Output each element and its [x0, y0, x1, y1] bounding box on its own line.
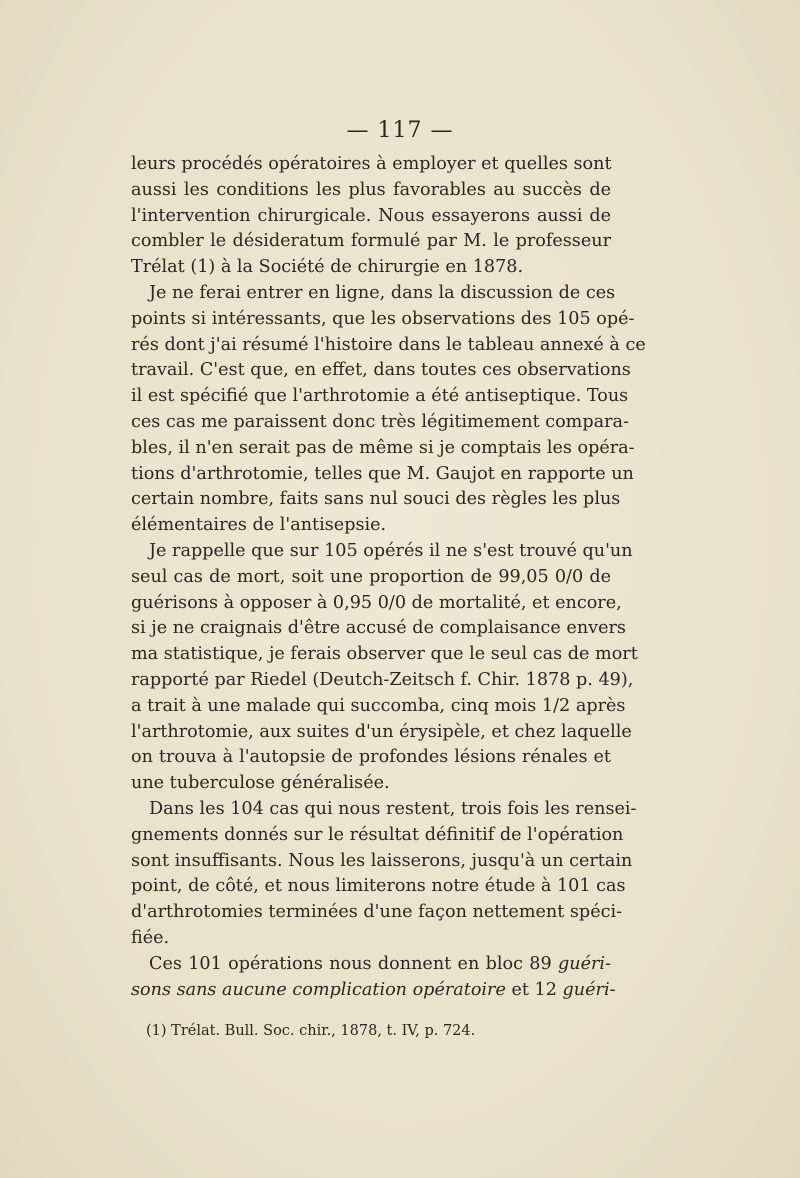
italic-text-span: guéri- — [558, 953, 611, 974]
text-line: leurs procédés opératoires à employer et quelles sont — [131, 154, 612, 174]
text-line — [131, 978, 616, 1004]
text-line: seul cas de mort, soit une proportion de 99,05 0/0 de — [131, 566, 611, 587]
paragraph-end-line: élémentaires de l'antisepsie. — [131, 515, 387, 536]
text-line: d'arthrotomies terminées d'une façon nettement spéci- — [131, 902, 623, 923]
text-line: certain nombre, faits sans nul souci des règles les plus — [131, 489, 621, 510]
text-line: on trouva à l'autopsie de profondes lésions rénales et — [131, 747, 611, 768]
text-line: sont insuffisants. Nous les laisserons, jusqu'à un certain — [131, 850, 633, 871]
text-line: rés dont j'ai résumé l'histoire dans le tableau annexé à ce — [131, 334, 646, 355]
italic-text-span: guéri- — [562, 979, 616, 1000]
text-line: travail. C'est que, en effet, dans toutes ces observations — [131, 360, 631, 381]
text-line: l'intervention chirurgicale. Nous essayerons aussi de — [131, 205, 611, 226]
text-line: aussi les conditions les plus favorables au succès de — [131, 179, 611, 200]
text-line: points si intéressants, que les observations des 105 opé- — [131, 308, 635, 329]
text-line: combler le désideratum formulé par M. le professeur — [131, 231, 611, 252]
page-number: — 117 — — [346, 118, 454, 143]
text-span: et 12 — [505, 979, 563, 1000]
text-line: l'arthrotomie, aux suites d'un érysipèle, et chez laquelle — [131, 721, 632, 742]
italic-text-span: sons sans aucune complication opératoire — [131, 979, 506, 1000]
text-line: il est spécifié que l'arthrotomie a été antiseptique. Tous — [131, 386, 629, 407]
text-line: rapporté par Riedel (Deutch-Zeitsch f. Chir. 1878 p. 49), — [131, 669, 634, 690]
text-line: guérisons à opposer à 0,95 0/0 de mortalité, et encore, — [131, 592, 622, 613]
text-span: Ces 101 opérations nous donnent en bloc 89 — [149, 953, 558, 974]
paragraph-start-line: Je ne ferai entrer en ligne, dans la discussion de ces — [149, 282, 616, 303]
text-line: si je ne craignais d'être accusé de complaisance envers — [131, 618, 626, 639]
paragraph-end-line: Trélat (1) à la Société de chirurgie en 1878. — [131, 257, 524, 278]
text-line: point, de côté, et nous limiterons notre étude à 101 cas — [131, 876, 626, 897]
paragraph-start-line: Je rappelle que sur 105 opérés il ne s'est trouvé qu'un — [149, 540, 633, 561]
paragraph-start-line — [131, 952, 611, 978]
text-line: bles, il n'en serait pas de même si je comptais les opéra- — [131, 437, 635, 458]
text-line: ces cas me paraissent donc très légitimement compara- — [131, 411, 629, 432]
paragraph-end-line: une tuberculose généralisée. — [131, 773, 390, 794]
footnote: (1) Trélat. Bull. Soc. chir., 1878, t. IV, p. 724. — [146, 1023, 476, 1039]
paragraph-end-line: fiée. — [131, 927, 170, 948]
paragraph-start-line: Dans les 104 cas qui nous restent, trois fois les rensei- — [149, 798, 637, 819]
text-line: tions d'arthrotomie, telles que M. Gaujot en rapporte un — [131, 463, 634, 484]
body-text — [131, 152, 646, 1003]
text-line: a trait à une malade qui succomba, cinq mois 1/2 après — [131, 695, 626, 716]
text-line: gnements donnés sur le résultat définitif de l'opération — [131, 824, 624, 845]
text-line: ma statistique, je ferais observer que le seul cas de mort — [131, 644, 638, 665]
